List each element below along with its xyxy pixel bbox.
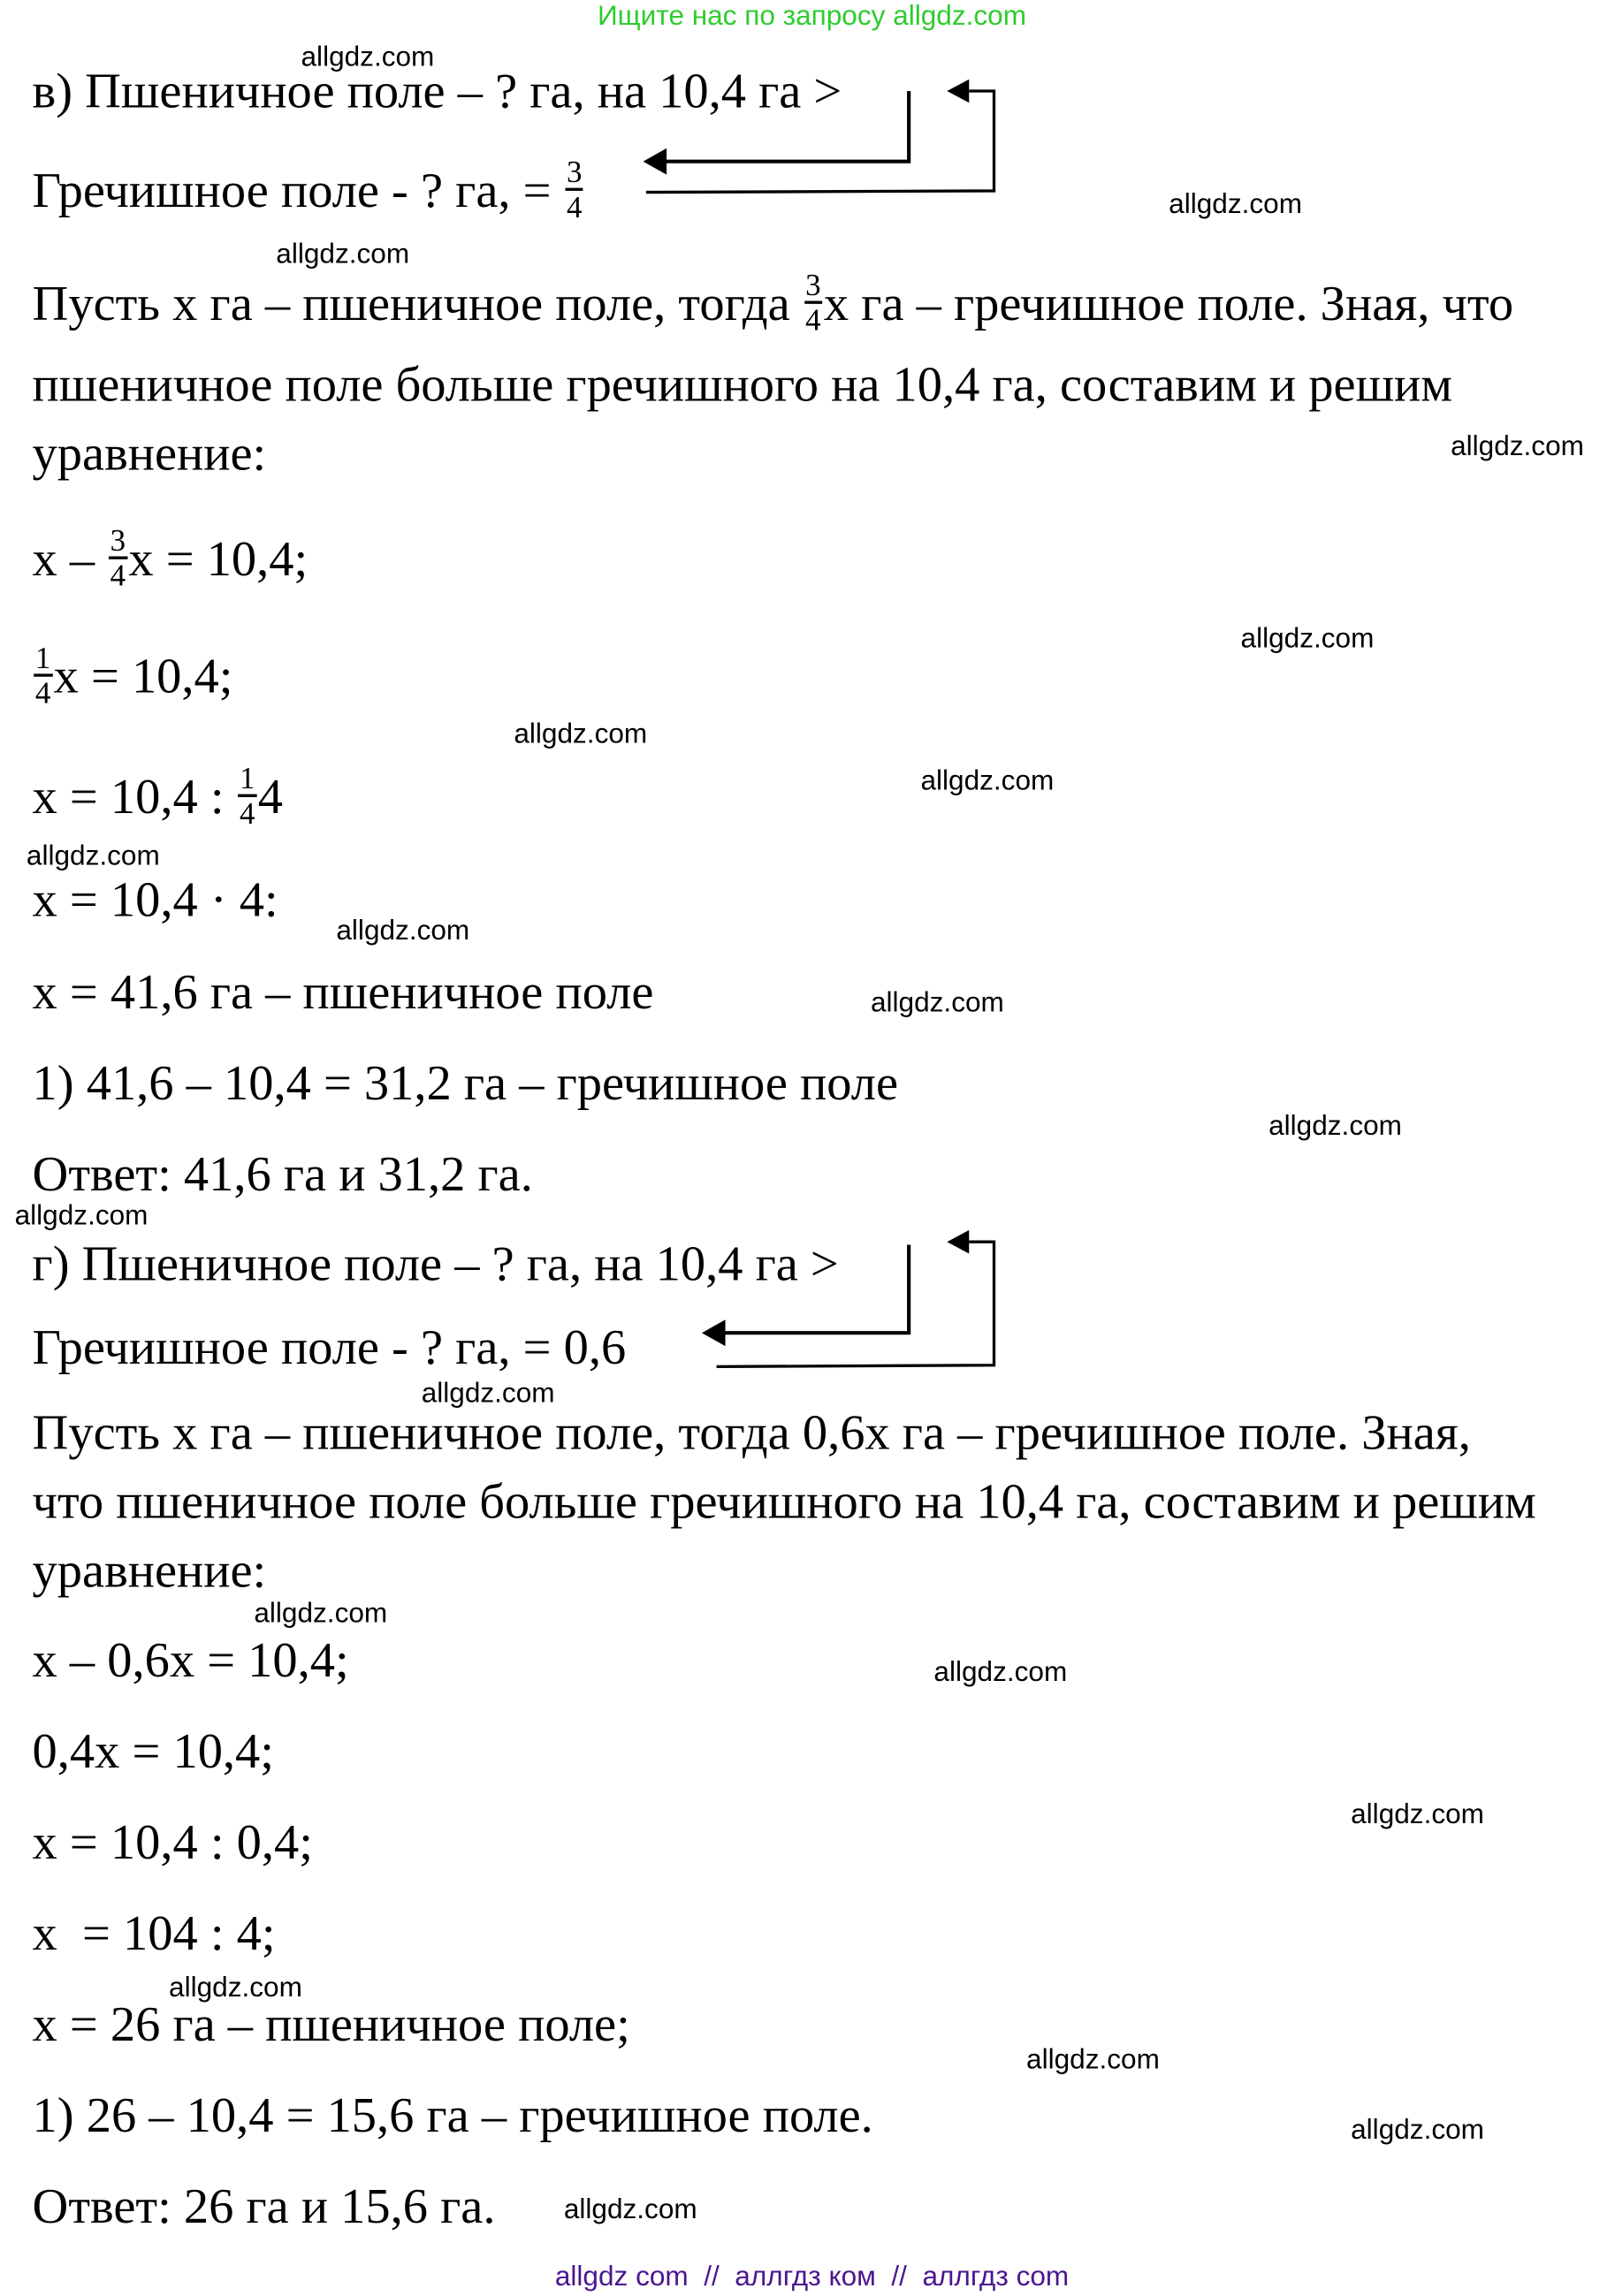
condition-wheat-g: г) Пшеничное поле – ? га, на 10,4 га > <box>32 1237 839 1292</box>
numerator: 3 <box>566 154 583 190</box>
equation-4-v: х = 10,4 · 4: <box>32 873 278 928</box>
answer-g: Ответ: 26 га и 15,6 га. <box>32 2179 496 2235</box>
text: х га – гречишное поле. Зная, что <box>823 277 1514 332</box>
watermark: allgdz.com <box>870 987 1004 1019</box>
numerator: 3 <box>805 267 821 303</box>
watermark: allgdz.com <box>920 766 1055 797</box>
denominator: 4 <box>34 675 51 711</box>
watermark: allgdz.com <box>1026 2044 1160 2076</box>
text: х = 10,4; <box>128 532 309 588</box>
answer-v: Ответ: 41,6 га и 31,2 га. <box>32 1147 533 1203</box>
equation-1-g: х – 0,6х = 10,4; <box>32 1633 349 1689</box>
condition-wheat-v: в) Пшеничное поле – ? га, на 10,4 га > <box>32 65 842 119</box>
text: х = 10,4; <box>53 650 233 704</box>
equation-5-g: х = 26 га – пшеничное поле; <box>32 1997 630 2053</box>
text-knowing-v: пшеничное поле больше гречишного на 10,4 га, составим и решим <box>32 358 1453 413</box>
watermark: allgdz.com <box>1240 623 1375 655</box>
text: 4 <box>257 770 283 825</box>
watermark: allgdz.com <box>1268 1111 1402 1143</box>
equation-2-g: 0,4х = 10,4; <box>32 1724 274 1780</box>
watermark: allgdz.com <box>1451 431 1584 463</box>
watermark: allgdz.com <box>1351 2115 1484 2147</box>
denominator: 4 <box>566 189 583 225</box>
numerator: 3 <box>110 522 126 559</box>
watermark: allgdz.com <box>276 239 410 270</box>
equation-3-g: х = 10,4 : 0,4; <box>32 1815 313 1871</box>
text: х – <box>32 532 108 588</box>
watermark: allgdz.com <box>563 2194 697 2226</box>
text: х = 10,4 : <box>32 770 237 825</box>
watermark: allgdz.com <box>336 916 470 947</box>
watermark: allgdz.com <box>1169 189 1303 221</box>
condition-text: Гречишное поле - ? га, = <box>32 163 552 219</box>
text-equation-g: уравнение: <box>32 1544 267 1599</box>
watermark: allgdz.com <box>26 840 160 872</box>
text-equation-v: уравнение: <box>32 427 267 482</box>
watermark: allgdz.com <box>301 42 435 74</box>
step-1-v: 1) 41,6 – 10,4 = 31,2 га – гречишное поле <box>32 1056 899 1112</box>
footer-links[interactable]: allgdz com // аллгдз ком // аллгдз com <box>554 2262 1070 2293</box>
text-knowing-g: что пшеничное поле больше гречишного на 10,4 га, составим и решим <box>32 1475 1536 1530</box>
search-hint-banner[interactable]: Ищите нас по запросу allgdz.com <box>598 1 1027 33</box>
condition-buckwheat-g: Гречишное поле - ? га, = 0,6 <box>32 1320 627 1376</box>
text-let-x-g: Пусть х га – пшеничное поле, тогда 0,6х га – гречишное поле. Зная, <box>32 1406 1471 1461</box>
step-1-g: 1) 26 – 10,4 = 15,6 га – гречишное поле. <box>32 2088 873 2144</box>
numerator: 1 <box>34 640 51 676</box>
denominator: 4 <box>805 302 821 338</box>
equation-4-g: х = 104 : 4; <box>32 1906 276 1962</box>
watermark: allgdz.com <box>1351 1799 1484 1831</box>
denominator: 4 <box>239 795 255 832</box>
watermark: allgdz.com <box>14 1200 149 1232</box>
watermark: allgdz.com <box>514 718 648 750</box>
numerator: 1 <box>239 760 255 796</box>
watermark: allgdz.com <box>169 1973 302 2004</box>
watermark: allgdz.com <box>254 1598 388 1630</box>
equation-5-v: х = 41,6 га – пшеничное поле <box>32 965 654 1021</box>
text: Пусть х га – пшеничное поле, тогда <box>32 277 803 332</box>
watermark: allgdz.com <box>933 1657 1068 1689</box>
denominator: 4 <box>110 558 126 594</box>
watermark: allgdz.com <box>421 1378 555 1410</box>
